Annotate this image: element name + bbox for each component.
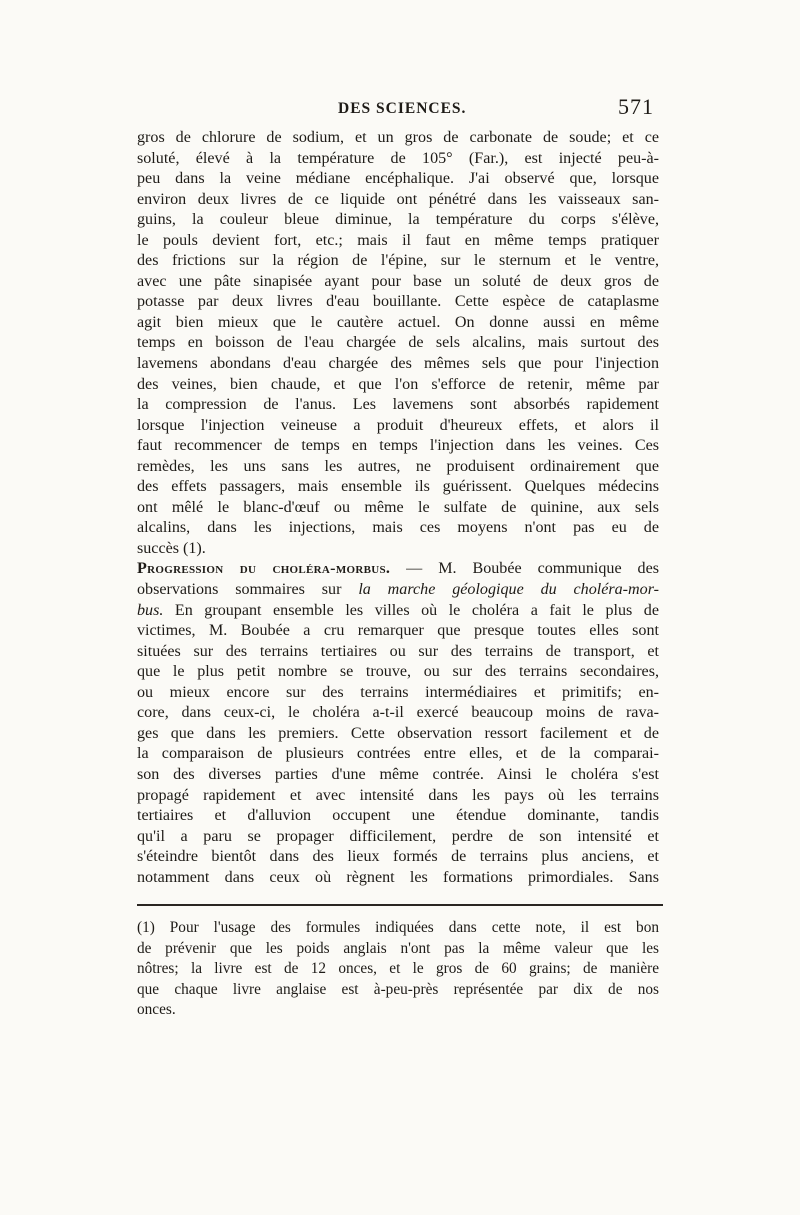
footnote-line: onces. [137, 1001, 176, 1019]
text-line: gros de chlorure de sodium, et un gros de carbonate de soude; et ce [137, 129, 659, 146]
text-line: potasse par deux livres d'eau bouillante. Cette espèce de cataplasme [137, 293, 659, 311]
footnote-line: nôtres; la livre est de 12 onces, et le gros de 60 grains; de manière [137, 960, 659, 978]
footnote-rule [137, 904, 663, 906]
text-line: des frictions sur la région de l'épine, sur le sternum et le ventre, [137, 252, 659, 270]
main-text [137, 128, 659, 888]
text-line: des effets passagers, mais ensemble ils guérissent. Quelques médecins [137, 478, 659, 496]
text-line: que le plus petit nombre se trouve, ou sur des terrains secondaires, [137, 663, 659, 681]
text-line: agit bien mieux que le cautère actuel. On donne aussi en même [137, 313, 659, 331]
text-line: succès (1). [137, 539, 206, 557]
footnote-line: (1) Pour l'usage des formules indiquées dans cette note, il est bon [137, 919, 659, 936]
text-line: lorsque l'injection veineuse a produit d'heureux effets, et alors il [137, 416, 659, 434]
running-head: DES SCIENCES. [338, 100, 467, 117]
text-line: faut recommencer de temps en temps l'injection dans les veines. Ces [137, 437, 659, 455]
section-first-line [137, 559, 659, 580]
text-line: situées sur des terrains tertiaires ou sur des terrains de transport, et [137, 642, 659, 660]
text-line: soluté, élevé à la température de 105° (Far.), est injecté peu-à- [137, 149, 659, 167]
text-line: tertiaires et d'alluvion occupent une étendue dominante, tandis [137, 807, 659, 825]
footnote-line: que chaque livre anglaise est à-peu-près représentée par dix de nos [137, 980, 659, 998]
section-line2-text: observations sommaires sur [137, 581, 359, 599]
text-line: qu'il a paru se propager difficilement, perdre de son intensité et [137, 827, 659, 845]
text-line: lavemens abondans d'eau chargée des mêmes sels que pour l'injection [137, 355, 659, 373]
section-third-line [137, 601, 659, 622]
footnote-line: de prévenir que les poids anglais n'ont pas la même valeur que les [137, 939, 659, 957]
text-line: son des diverses parties d'une même contrée. Ainsi le choléra s'est [137, 765, 659, 783]
page-number: 571 [618, 94, 654, 119]
text-line: notamment dans ceux où règnent les formations primordiales. Sans [137, 868, 659, 886]
footnote [137, 918, 659, 1021]
italic-title-part-b: bus. [137, 601, 164, 619]
text-line: s'éteindre bientôt dans des lieux formés de terrains plus anciens, et [137, 848, 659, 866]
section-heading: Progression du choléra-morbus. [137, 560, 391, 578]
text-line: temps en boisson de l'eau chargée de sels alcalins, mais surtout des [137, 334, 659, 352]
text-line: guins, la couleur bleue diminue, la température du corps s'élève, [137, 211, 659, 229]
text-line: peu dans la veine médiane encéphalique. J'ai observé que, lorsque [137, 170, 659, 188]
text-line: ges que dans les premiers. Cette observation ressort facilement et de [137, 724, 659, 742]
text-line: ont mêlé le blanc-d'œuf ou même le sulfate de quinine, aux sels [137, 498, 659, 516]
text-line: remèdes, les uns sans les autres, ne produisent ordinairement que [137, 457, 659, 475]
text-line: core, dans ceux-ci, le choléra a-t-il exercé beaucoup moins de rava- [137, 704, 659, 722]
text-line: alcalins, dans les injections, mais ces moyens n'ont pas eu de [137, 519, 659, 537]
text-line: la comparaison de plusieurs contrées entre elles, et de la comparai- [137, 745, 659, 763]
text-line: propagé rapidement et avec intensité dans les pays où les terrains [137, 786, 659, 804]
section-second-line [137, 580, 659, 601]
section-line3-text: En groupant ensemble les villes où le choléra a fait le plus de [163, 601, 659, 619]
text-line: victimes, M. Boubée a cru remarquer que presque toutes elles sont [137, 622, 659, 640]
text-line: ou mieux encore sur des terrains intermédiaires et primitifs; en- [137, 683, 659, 701]
text-line: avec une pâte sinapisée ayant pour base un soluté de deux gros de [137, 272, 659, 290]
section-first-line-rest: — M. Boubée communique des [406, 560, 659, 578]
text-line: des veines, bien chaude, et que l'on s'efforce de retenir, même par [137, 375, 659, 393]
text-line: le pouls devient fort, etc.; mais il faut en même temps pratiquer [137, 231, 659, 249]
italic-title-part-a: la marche géologique du choléra-mor- [358, 581, 659, 599]
text-line: la compression de l'anus. Les lavemens sont absorbés rapidement [137, 396, 659, 414]
page-header [138, 96, 658, 126]
text-line: environ deux livres de ce liquide ont pénétré dans les vaisseaux san- [137, 190, 659, 208]
